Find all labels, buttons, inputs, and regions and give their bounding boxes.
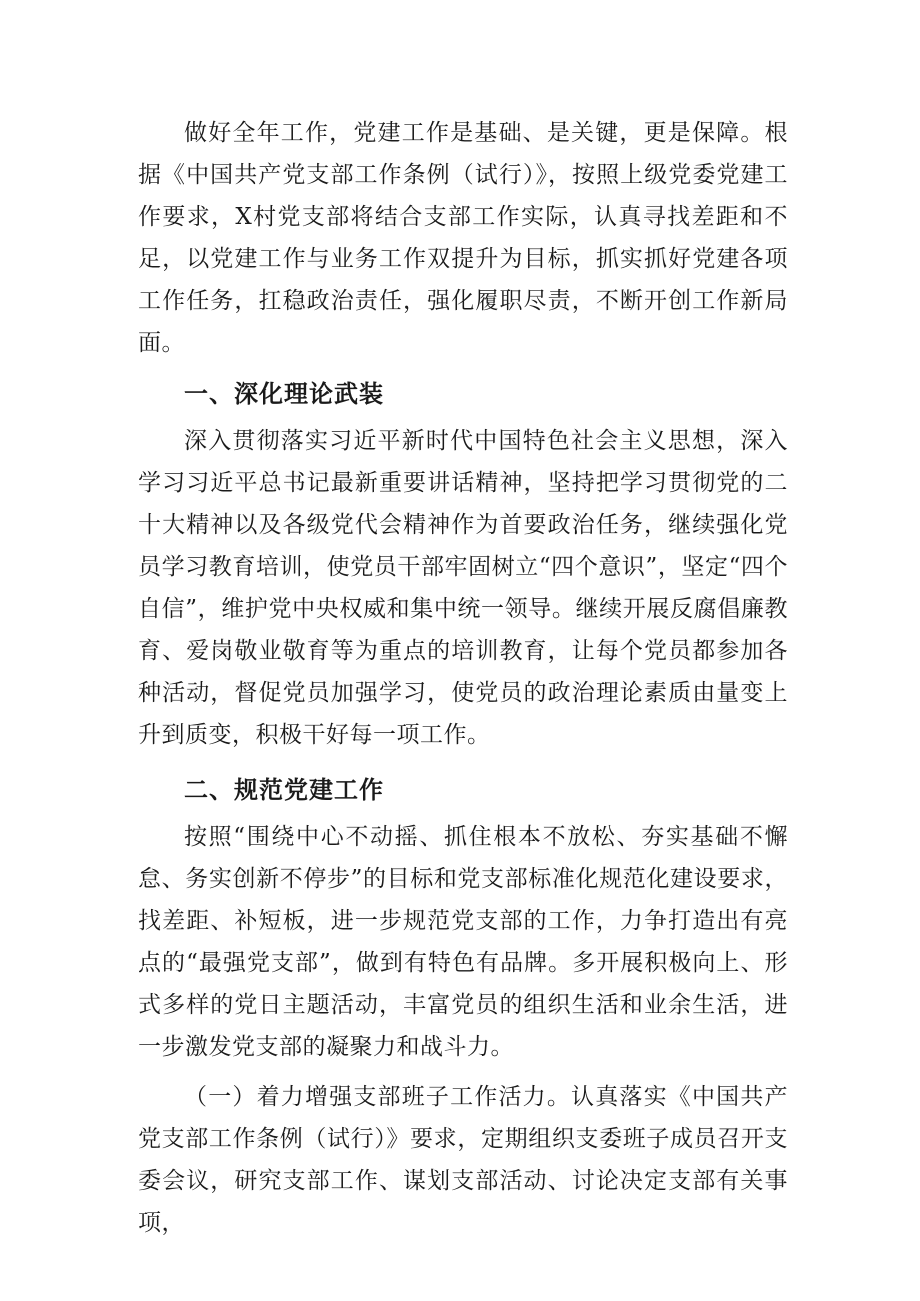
document-body xyxy=(138,112,788,1244)
section-paragraph-1: 深入贯彻落实习近平新时代中国特色社会主义思想，深入学习习近平总书记最新重要讲话精神，坚持把学习贯彻党的二十大精神以及各级党代会精神作为首要政治任务，继续强化党员学习教育培训，使党员干部牢固树立“四个意识”，坚定“四个自信”，维护党中央权威和集中统一领导。继续开展反腐倡廉教育、爱岗敬业敬育等为重点的培训教育，让每个党员都参加各种活动，督促党员加强学习，使党员的政治理论素质由量变上升到质变，积极干好每一项工作。 xyxy=(138,428,788,748)
section-paragraph-2: 按照“围绕中心不动摇、抓住根本不放松、夯实基础不懈怠、务实创新不停步”的目标和党支部标准化规范化建设要求，找差距、补短板，进一步规范党支部的工作，力争打造出有亮点的“最强党支部”，做到有特色有品牌。多开展积极向上、形式多样的党日主题活动，丰富党员的组织生活和业余生活，进一步激发党支部的凝聚力和战斗力。 xyxy=(138,824,788,1060)
intro-paragraph: 做好全年工作，党建工作是基础、是关键，更是保障。根据《中国共产党支部工作条例（试行）》，按照上级党委党建工作要求，X村党支部将结合支部工作实际，认真寻找差距和不足，以党建工作与业务工作双提升为目标，抓实抓好党建各项工作任务，扛稳政治责任，强化履职尽责，不断开创工作新局面。 xyxy=(138,120,788,356)
subsection-paragraph-1: （一）着力增强支部班子工作活力。认真落实《中国共产党支部工作条例（试行）》要求，定期组织支委班子成员召开支委会议，研究支部工作、谋划支部活动、讨论决定支部有关事项， xyxy=(138,1084,788,1236)
section-heading-1: 一、深化理论武装 xyxy=(184,380,384,408)
section-heading-2: 二、规范党建工作 xyxy=(184,776,384,804)
